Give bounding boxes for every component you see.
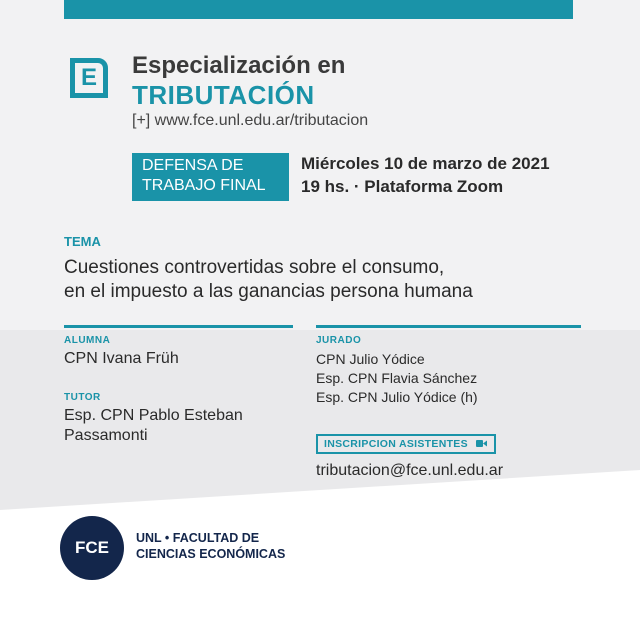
jurado-member: Esp. CPN Julio Yódice (h) (316, 389, 478, 405)
contact-email-link[interactable]: tributacion@fce.unl.edu.ar (316, 462, 504, 479)
jurado-list (316, 350, 478, 407)
fce-logo: FCE (60, 516, 124, 580)
tema-title-line1: Cuestiones controvertidas sobre el consumo, (64, 257, 445, 278)
top-accent-bar (64, 0, 573, 19)
tema-label: TEMA (64, 234, 101, 249)
inscripcion-button[interactable] (316, 434, 496, 454)
defensa-badge (132, 153, 289, 201)
jurado-member: CPN Julio Yódice (316, 351, 425, 367)
tutor-name-line2: Passamonti (64, 427, 148, 444)
tutor-label: TUTOR (64, 392, 101, 403)
video-camera-icon (476, 439, 487, 448)
jurado-divider (316, 325, 581, 328)
alumna-label: ALUMNA (64, 335, 111, 346)
tema-title-line2: en el impuesto a las ganancias persona humana (64, 281, 473, 302)
program-title: Especialización en (132, 52, 346, 79)
alumna-name: CPN Ivana Früh (64, 350, 179, 367)
tema-title (64, 256, 584, 304)
event-date: Miércoles 10 de marzo de 2021 (301, 154, 550, 173)
jurado-label: JURADO (316, 335, 362, 346)
tutor-name (64, 406, 243, 446)
tutor-name-line1: Esp. CPN Pablo Esteban (64, 407, 243, 424)
institution-name-line2: CIENCIAS ECONÓMICAS (136, 547, 286, 561)
alumna-divider (64, 325, 293, 328)
jurado-member: Esp. CPN Flavia Sánchez (316, 370, 478, 386)
program-url-link[interactable]: [+] www.fce.unl.edu.ar/tributacion (132, 112, 369, 129)
defensa-badge-line2: TRABAJO FINAL (142, 177, 266, 194)
especializacion-logo-icon: E (70, 58, 108, 98)
institution-name-line1: UNL • FACULTAD DE (136, 531, 260, 545)
defensa-badge-line1: DEFENSA DE (142, 157, 244, 174)
event-time-place: 19 hs. · Plataforma Zoom (301, 177, 504, 196)
program-subject: TRIBUTACIÓN (132, 80, 315, 110)
inscripcion-button-label: INSCRIPCION ASISTENTES (324, 438, 468, 450)
